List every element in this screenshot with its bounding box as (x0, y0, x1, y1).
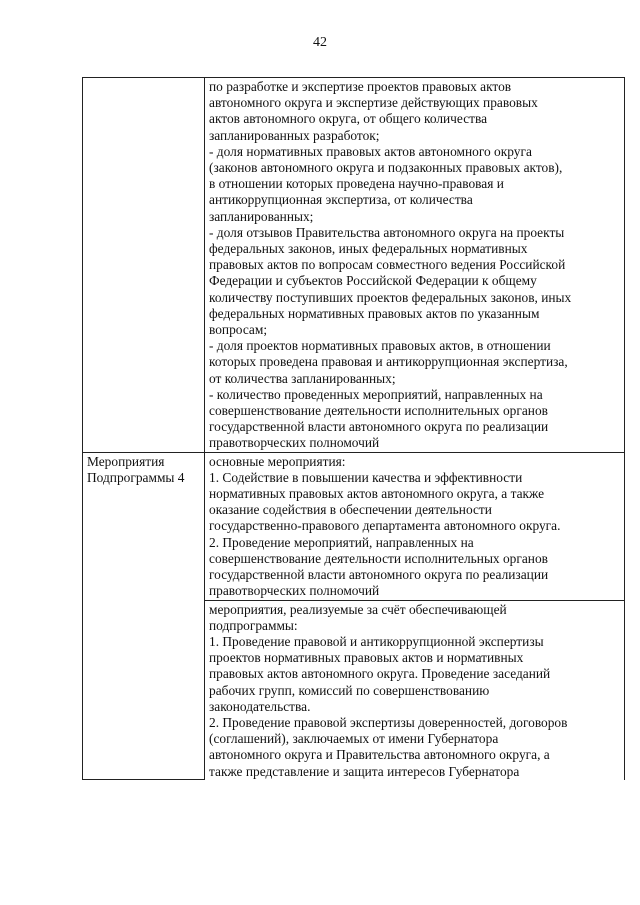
page-number: 42 (313, 35, 327, 50)
text-line: 2. Проведение мероприятий, направленных на (209, 534, 474, 550)
text-line: правовых актов по вопросам совместного ведения Российской (209, 257, 566, 273)
text-line: которых проведена правовая и антикоррупционная экспертиза, (209, 354, 568, 370)
text-line: (законов автономного округа и подзаконных правовых актов), (209, 160, 563, 176)
text-line: 2. Проведение правовой экспертизы доверенностей, договоров (209, 714, 568, 730)
text-line: мероприятия, реализуемые за счёт обеспечивающей (209, 601, 507, 617)
text-line: государственно-правового департамента автономного округа. (209, 518, 561, 534)
row1-left-cell (83, 78, 205, 453)
table-row (83, 452, 625, 600)
text-line: также представление и защита интересов Губернатора (209, 763, 520, 779)
text-line: - доля нормативных правовых актов автономного округа (209, 143, 532, 159)
text-line: актов автономного округа, от общего количества (209, 111, 488, 127)
text-line: федеральных нормативных правовых актов по указанным (209, 305, 540, 321)
text-line: правовых актов автономного округа. Проведение заседаний (209, 666, 551, 682)
text-line: от количества запланированных; (209, 370, 396, 386)
text-line: совершенствование деятельности исполнительных органов (209, 550, 548, 566)
text-line: 1. Содействие в повышении качества и эффективности (209, 469, 523, 485)
text-line: правотворческих полномочий (209, 435, 380, 451)
text-line: по разработке и экспертизе проектов правовых актов (209, 79, 512, 94)
text-line: - количество проведенных мероприятий, направленных на (209, 386, 543, 402)
text-line: подпрограммы: (209, 617, 298, 633)
text-line: государственной власти автономного округа по реализации (209, 567, 549, 583)
text-line: количеству поступивших проектов федеральных законов, иных (209, 289, 572, 305)
text-line: (соглашений), заключаемых от имени Губернатора (209, 731, 499, 747)
text-line: автономного округа и экспертизе действующих правовых (209, 95, 538, 111)
subprogram-label-cell (83, 452, 205, 780)
text-line: федеральных законов, иных федеральных нормативных (209, 241, 528, 257)
text-line: основные мероприятия: (209, 453, 346, 469)
text-line: вопросам; (209, 322, 268, 338)
text-line: 1. Проведение правовой и антикоррупционной экспертизы (209, 633, 544, 649)
row-label-line: Мероприятия (87, 453, 165, 469)
text-line: антикоррупционная экспертиза, от количества (209, 192, 473, 208)
row-label-line: Подпрограммы 4 (87, 469, 185, 485)
support-activities-cell (205, 600, 625, 780)
text-line: автономного округа и Правительства автономного округа, а (209, 747, 550, 763)
text-line: - доля отзывов Правительства автономного округа на проекты (209, 224, 565, 240)
text-line: запланированных разработок; (209, 127, 380, 143)
text-line: проектов нормативных правовых актов и нормативных (209, 650, 524, 666)
text-line: оказание содействия в обеспечении деятельности (209, 502, 492, 518)
text-line: запланированных; (209, 208, 314, 224)
subprogram-table (82, 77, 625, 780)
text-line: совершенствование деятельности исполнительных органов (209, 403, 548, 419)
text-line: рабочих групп, комиссий по совершенствованию (209, 682, 490, 698)
row1-right-cell (205, 78, 625, 453)
text-line: - доля проектов нормативных правовых актов, в отношении (209, 338, 551, 354)
text-line: законодательства. (209, 698, 311, 714)
main-activities-cell (205, 452, 625, 600)
text-line: Федерации и субъектов Российской Федерации к общему (209, 273, 537, 289)
text-line: правотворческих полномочий (209, 583, 380, 599)
text-line: нормативных правовых актов автономного округа, а также (209, 486, 545, 502)
table-row (83, 78, 625, 453)
text-line: государственной власти автономного округа по реализации (209, 419, 549, 435)
text-line: в отношении которых проведена научно-правовая и (209, 176, 504, 192)
